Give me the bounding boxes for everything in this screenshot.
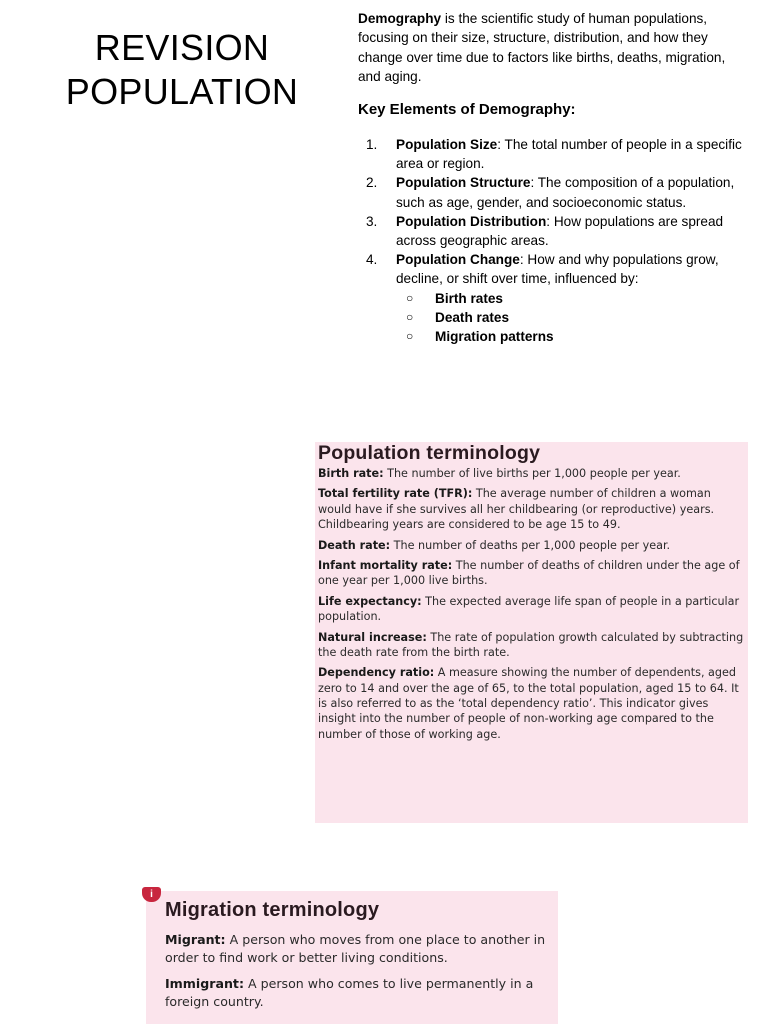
terminology-entry <box>318 466 746 481</box>
entry-text: A person who comes to live permanently in a foreign country. <box>165 975 534 1010</box>
title-line-1: REVISION <box>94 27 270 68</box>
entry-text: The number of deaths per 1,000 people per year. <box>390 538 671 552</box>
list-term: Population Size <box>396 137 498 152</box>
sub-list <box>396 289 743 347</box>
entry-term: Natural increase: <box>318 630 427 644</box>
migration-terminology-title: Migration terminology <box>165 899 380 921</box>
circle-bullet-icon: ○ <box>406 309 414 324</box>
entry-term: Birth rate: <box>318 467 384 480</box>
entry-text: The number of deaths of children under the age of one year per 1,000 live births. <box>318 559 740 588</box>
entry-text: The number of live births per 1,000 people per year. <box>383 467 681 480</box>
intro-text: is the scientific study of human populations, focusing on their size, structure, distribution, and how they change over time due to factors like births, deaths, migration, and aging. <box>358 11 726 85</box>
terminology-entry <box>318 630 746 661</box>
sub-list-text: Migration patterns <box>435 329 554 345</box>
list-item <box>358 250 743 346</box>
entry-text: A person who moves from one place to another in order to find work or better living conditions. <box>165 932 546 966</box>
entry-term: Migrant: <box>165 932 226 947</box>
info-badge-icon: i <box>142 887 161 902</box>
list-text: : How populations are spread across geographic areas. <box>396 213 724 249</box>
circle-bullet-icon: ○ <box>406 329 414 344</box>
entry-term: Infant mortality rate: <box>318 559 453 573</box>
entry-term: Life expectancy: <box>318 594 422 608</box>
entry-term: Death rate: <box>318 538 391 552</box>
entry-text: The expected average life span of people in a particular population. <box>318 594 740 624</box>
sub-list-text: Birth rates <box>435 290 503 306</box>
intro-term: Demography <box>358 11 442 26</box>
list-text: : The total number of people in a specific area or region. <box>396 137 742 172</box>
list-term: Population Structure <box>396 175 531 191</box>
entry-text: The rate of population growth calculated by subtracting the death rate from the birth rate. <box>318 630 744 659</box>
sub-list-text: Death rates <box>435 309 510 325</box>
key-elements-list <box>358 135 743 346</box>
terminology-entry <box>165 975 555 1012</box>
list-number: 4. <box>366 252 378 268</box>
list-term: Population Change <box>396 252 520 268</box>
population-terminology-title: Population terminology <box>318 442 541 464</box>
list-item <box>358 212 743 250</box>
list-item <box>358 135 743 173</box>
entry-term: Dependency ratio: <box>318 666 435 680</box>
terminology-entry <box>318 538 746 553</box>
entry-text: A measure showing the number of dependents, aged zero to 14 and over the age of 65, to the total population, aged 15 to 64. It is also referred to as the ‘total dependency ratio’. This indicator gives insight into the number of people of non-working age compared to the number of those of working age. <box>318 666 739 741</box>
terminology-entry <box>318 665 746 741</box>
migration-terminology-box <box>146 891 558 1024</box>
entry-text: The average number of children a woman would have if she survives all her childbearing (or reproductive) years. Childbearing years are considered to be age 15 to 49. <box>318 487 715 532</box>
sub-list-item <box>396 289 743 308</box>
terminology-entry <box>165 931 555 968</box>
sub-list-item <box>396 308 743 327</box>
list-number: 1. <box>366 137 378 152</box>
population-terminology-box <box>315 442 748 823</box>
circle-bullet-icon: ○ <box>406 290 414 305</box>
list-item <box>358 173 743 211</box>
title-line-2: POPULATION <box>65 71 299 112</box>
list-text: : The composition of a population, such as age, gender, and socioeconomic status. <box>396 175 735 210</box>
intro-paragraph <box>358 9 743 87</box>
list-term: Population Distribution <box>396 213 547 229</box>
list-number: 2. <box>366 175 378 191</box>
entry-term: Immigrant: <box>165 975 244 991</box>
list-text: : How and why populations grow, decline, or shift over time, influenced by: <box>396 252 719 287</box>
terminology-entry <box>318 486 746 532</box>
terminology-entry <box>318 558 746 589</box>
key-elements-heading: Key Elements of Demography: <box>358 101 576 118</box>
sub-list-item <box>396 327 743 346</box>
population-terminology-entries <box>318 466 746 747</box>
page-title <box>40 26 324 114</box>
list-number: 3. <box>366 213 378 229</box>
entry-term: Total fertility rate (TFR): <box>318 487 473 501</box>
migration-terminology-entries <box>165 931 555 1019</box>
terminology-entry <box>318 594 746 625</box>
